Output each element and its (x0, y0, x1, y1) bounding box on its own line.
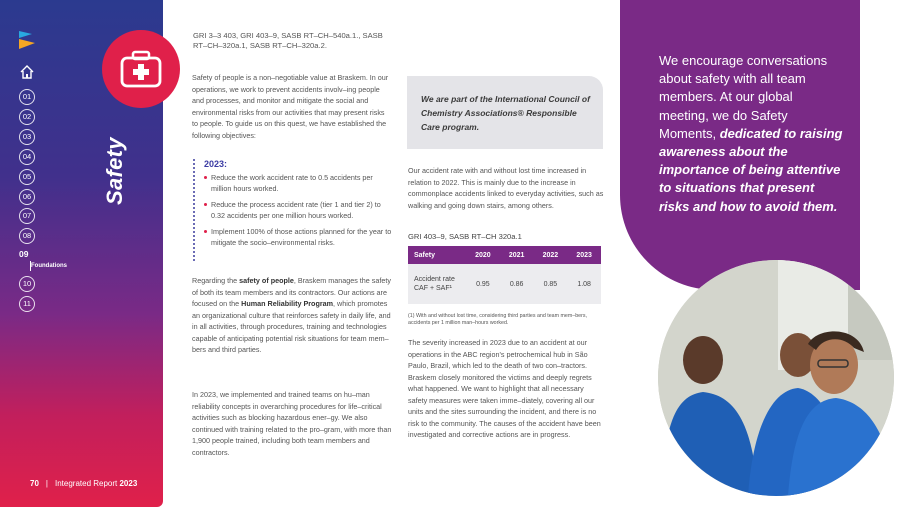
home-icon[interactable] (19, 64, 35, 80)
responsible-care-callout: We are part of the International Council of Chemistry Associations® Responsible Care program. (407, 76, 603, 149)
severity-paragraph: The severity increased in 2023 due to an accident at our operations in the ABC region's petrochemical hub in São Paulo, Brazil, which led to the death of two con–tractors. Braskem closely monitored the victims and deeply regrets what happened. We want to highlight that all necessary safety measures were taken imme–diately, covering all our units and the sites surrounding the incident, and there is no risk to the community. The causes of the accident have been investigated and corrective actions are in progress. (408, 338, 601, 439)
goals-list (204, 172, 393, 248)
chapter-10-link[interactable]: 10 (19, 276, 35, 292)
program-name-highlight: Human Reliability Program (241, 299, 334, 308)
people-safety-highlight: safety of people (239, 276, 294, 285)
team-members-photo (658, 260, 894, 496)
highlight-emphasis: dedicated to raising awareness about the importance of being attentive to situations that present risks and how to avoid them. (659, 125, 843, 214)
table-gri-reference: GRI 403–9, SASB RT–CH 320a.1 (408, 232, 522, 241)
page-number: 70 (30, 479, 39, 488)
accident-rate-paragraph: Our accident rate with and without lost time increased in relation to 2022. This is mainly due to the increase in commonplace accidents linked to everyday activities, such as walking and going down stairs, among others. (408, 166, 604, 210)
table-header-cell: 2023 (567, 246, 601, 264)
table-header-cell: 2021 (500, 246, 534, 264)
safety-table (408, 246, 601, 304)
chapter-09-link-active[interactable]: 09 (19, 249, 29, 259)
report-name: Integrated Report (54, 479, 118, 488)
highlight-text: We encourage conversations about safety with all team members. At our global meeting, we do Safety Moments, dedicated to raising awareness about the importance of being attentive to situations that present risks and how to avoid them. (659, 53, 843, 214)
chapter-06-link[interactable]: 06 (19, 189, 35, 205)
training-paragraph: In 2023, we implemented and trained teams on hu–man reliability concepts in overarching procedures for life–critical activities such as blocking hazardous ener–gy. We also continued with training related to the pro–gram, with more than 1,900 people trained, including both team members and contractors. (192, 390, 392, 457)
safety-badge (102, 30, 180, 108)
chapter-11-link[interactable]: 11 (19, 296, 35, 312)
chapter-02-link[interactable]: 02 (19, 109, 35, 125)
chapter-05-link[interactable]: 05 (19, 169, 35, 185)
page-footer: 70 | Integrated Report 2023 (30, 479, 138, 488)
table-header-cell: 2022 (534, 246, 568, 264)
table-header-cell: Safety (408, 246, 466, 264)
table-header-cell: 2020 (466, 246, 500, 264)
first-aid-kit-icon (119, 49, 163, 89)
chapter-01-link[interactable]: 01 (19, 89, 35, 105)
table-footnote: (1) With and without lost time, considering third parties and team mem–bers, accidents per 1 million man–hours worked. (408, 313, 587, 326)
goal-item: Implement 100% of those actions planned for the year to mitigate the socio–environmental risks. (204, 226, 393, 248)
table-cell: 1.08 (567, 264, 601, 304)
chapter-03-link[interactable]: 03 (19, 129, 35, 145)
table-cell: 0.85 (534, 264, 568, 304)
report-year: 2023 (119, 479, 138, 488)
braskem-logo-icon (18, 30, 36, 50)
chapter-08-link[interactable]: 08 (19, 228, 35, 244)
goals-2023 (193, 159, 393, 261)
table-row-label: Accident rate CAF + SAF¹ (408, 264, 466, 304)
chapter-07-link[interactable]: 07 (19, 208, 35, 224)
table-row (408, 264, 601, 304)
table-cell: 0.86 (500, 264, 534, 304)
goals-title: 2023: (204, 159, 228, 169)
section-title: Safety (102, 137, 127, 205)
intro-paragraph: Safety of people is a non–negotiable value at Braskem. In our operations, we work to prevent accidents involv–ing people and processes, and monitor and mitigate the social and environmental risks from our activities that may present risks to people. To guide us on this quest, we have established the following objectives: (192, 73, 389, 140)
goal-item: Reduce the process accident rate (tier 1 and tier 2) to 0.32 accidents per one million hours worked. (204, 199, 393, 221)
active-section-label: Foundations (31, 263, 67, 269)
team-members-illustration (658, 260, 894, 496)
goal-item: Reduce the work accident rate to 0.5 accidents per million hours worked. (204, 172, 393, 194)
chapter-04-link[interactable]: 04 (19, 149, 35, 165)
gri-references: GRI 3–3 403, GRI 403–9, SASB RT–CH–540a.1., SASB RT–CH–320a.1, SASB RT–CH–320a.2. (193, 31, 383, 50)
table-header-row (408, 246, 601, 264)
people-safety-paragraph: Regarding the safety of people, Braskem manages the safety of both its team members and its contractors. Our actions are focused on the Human Reliability Program, which promotes an organizational culture that reinforces safety in daily life, and in all activities, through procedures, training and technologies capable of anticipating potential risk situations for team mem–bers and third parties. (192, 276, 391, 354)
table-cell: 0.95 (466, 264, 500, 304)
